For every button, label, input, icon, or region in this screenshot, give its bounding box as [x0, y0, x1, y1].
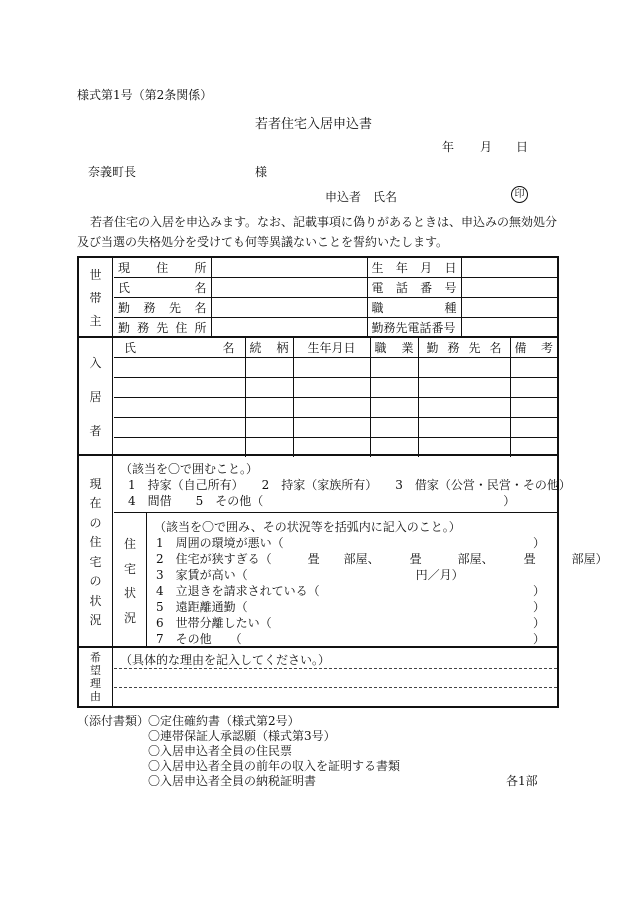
col-header-employer: 勤 務 先 名	[418, 338, 510, 358]
reason-side-label: 希 望 理 由	[79, 648, 113, 706]
intro-line-1: 若者住宅の入居を申込みます。なお、記載事項に偽りがあるときは、申込みの無効処分	[90, 215, 558, 229]
name-field[interactable]	[211, 278, 367, 298]
label-current-address: 現 住 所	[114, 258, 211, 278]
current-address-field[interactable]	[211, 258, 367, 278]
condition-6-close: ）	[532, 616, 545, 630]
reason-line-2[interactable]	[114, 687, 557, 688]
condition-7[interactable]: 7 その他 （	[156, 632, 242, 646]
reason-line-1[interactable]	[114, 668, 557, 669]
col-header-birthdate: 生年月日	[293, 338, 370, 358]
housing-type-options-2: 4 間借 5 その他（ ）	[128, 494, 516, 508]
label-occupation: 職 種	[367, 298, 461, 318]
form-number: 様式第1号（第2条関係）	[77, 88, 213, 102]
condition-4-close: ）	[532, 584, 545, 598]
condition-1[interactable]: 1 周囲の環境が悪い（	[156, 536, 284, 550]
residents-side-label: 入 居 者	[79, 338, 113, 456]
date-day-label: 日	[516, 140, 529, 154]
reason-section	[77, 646, 559, 708]
addressee-name: 奈義町長	[88, 165, 137, 179]
occupation-field[interactable]	[461, 298, 557, 318]
table-row	[114, 358, 557, 378]
date-month-label: 月	[480, 140, 493, 154]
condition-4[interactable]: 4 立退きを請求されている（	[156, 584, 320, 598]
birthdate-field[interactable]	[461, 258, 557, 278]
col-header-name: 氏 名	[114, 338, 245, 358]
table-row	[114, 398, 557, 418]
label-name: 氏 名	[114, 278, 211, 298]
condition-3[interactable]: 3 家賃が高い（ 円／月）	[156, 568, 464, 582]
householder-side-label: 世 帯 主	[79, 258, 113, 338]
condition-5-close: ）	[532, 600, 545, 614]
date-year-label: 年	[442, 140, 455, 154]
current-housing-section	[77, 454, 608, 648]
attachment-item: 〇入居申込者全員の住民票	[148, 744, 293, 758]
residents-section	[77, 336, 559, 456]
label-employer-phone: 勤務先電話番号	[367, 318, 461, 338]
employer-phone-field[interactable]	[461, 318, 557, 338]
addressee-honorific: 様	[255, 165, 268, 179]
form-title: 若者住宅入居申込書	[255, 117, 373, 132]
attachment-item: 〇定住確約書（様式第2号）	[148, 714, 300, 728]
intro-line-2: 及び当選の失格処分を受けても何等異議ないことを誓約いたします。	[77, 235, 449, 249]
housing-type-options-1: 1 持家（自己所有） 2 持家（家族所有） 3 借家（公営・民営・その他）	[128, 478, 571, 492]
label-employer: 勤 務 先 名	[114, 298, 211, 318]
attachment-item: 〇連帯保証人承認願（様式第3号）	[148, 729, 336, 743]
householder-section	[77, 256, 559, 338]
label-birthdate: 生 年 月 日	[367, 258, 461, 278]
table-row	[114, 418, 557, 438]
condition-5[interactable]: 5 遠距離通勤（	[156, 600, 248, 614]
reason-note: （具体的な理由を記入してください。）	[120, 653, 331, 667]
label-employer-address: 勤 務 先 住 所	[114, 318, 211, 338]
col-header-job: 職 業	[370, 338, 418, 358]
employer-address-field[interactable]	[211, 318, 367, 338]
attachment-copies: 各1部	[506, 774, 538, 788]
seal-mark: 印	[511, 186, 528, 203]
attachments-label: （添付書類）	[77, 714, 150, 728]
condition-note: （該当を〇で囲み、その状況等を括弧内に記入のこと。）	[154, 520, 461, 534]
condition-1-close: ）	[532, 536, 545, 550]
col-header-relation: 続 柄	[245, 338, 293, 358]
applicant-name-label: 申込者 氏名	[325, 190, 398, 204]
condition-2[interactable]: 2 住宅が狭すぎる（ 畳 部屋、 畳 部屋、 畳 部屋）	[156, 552, 608, 566]
housing-condition-side-label: 住 宅 状 況	[114, 513, 147, 648]
table-row	[114, 378, 557, 398]
label-phone: 電 話 番 号	[367, 278, 461, 298]
col-header-remarks: 備 考	[510, 338, 557, 358]
housing-type-note: （該当を〇で囲むこと。）	[120, 462, 259, 476]
employer-field[interactable]	[211, 298, 367, 318]
phone-field[interactable]	[461, 278, 557, 298]
condition-6[interactable]: 6 世帯分離したい（	[156, 616, 272, 630]
attachment-item: 〇入居申込者全員の前年の収入を証明する書類	[148, 759, 401, 773]
housing-condition-box	[114, 512, 608, 648]
current-housing-side-label: 現 在 の 住 宅 の 状 況	[79, 456, 113, 648]
attachment-item: 〇入居申込者全員の納税証明書	[148, 774, 317, 788]
condition-7-close: ）	[532, 632, 545, 646]
